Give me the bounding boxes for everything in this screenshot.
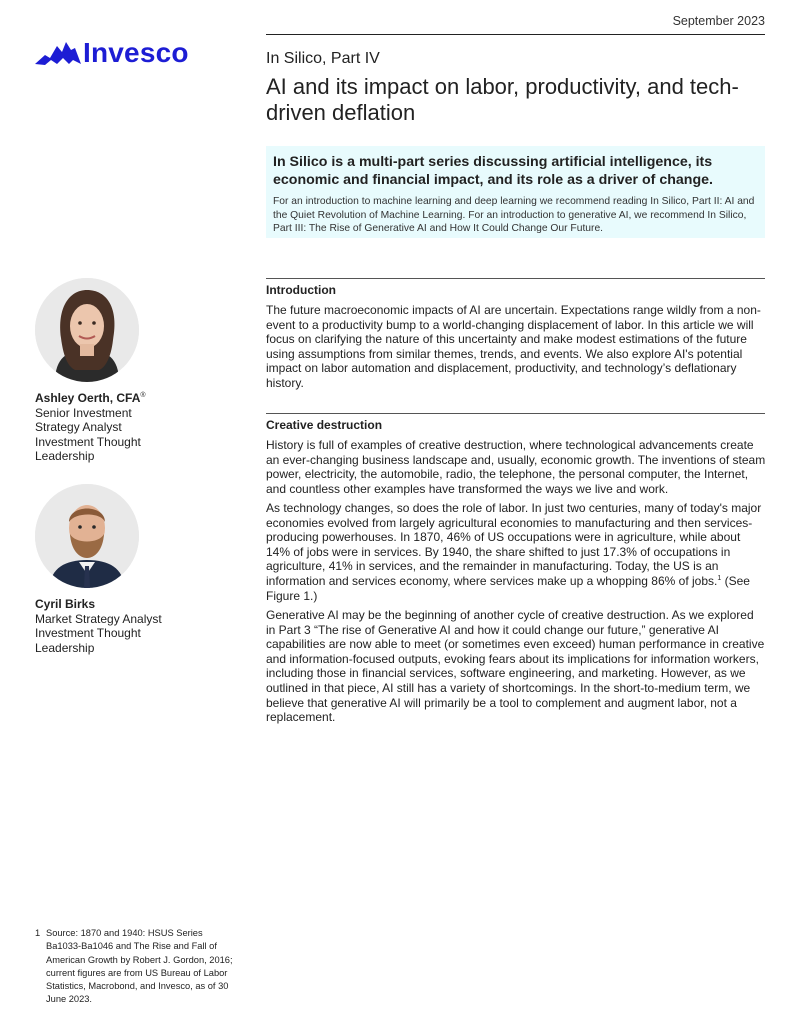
author-name bbox=[35, 391, 205, 406]
author-title-line: Investment Thought bbox=[35, 626, 141, 640]
author-info-cyril-birks bbox=[35, 597, 205, 655]
footnote-number: 1 bbox=[35, 928, 41, 938]
body-paragraph-text: As technology changes, so does the role of labor. In just two centuries, many of today's major economies evolved from largely agricultural economies to manufacturing and then services-producing powerhouses. In 1870, 46% of US occupations were in agriculture, while about 14% of jobs were in services. By 1940, the share shifted to just 17.3% of occupations in agriculture, 41% in services, and the remainder in manufacturing. Today, the US is an information and services economy, where services make up a whopping 86% of jobs. bbox=[266, 501, 762, 588]
portrait-image bbox=[35, 278, 139, 382]
author-title-line: Market Strategy Analyst bbox=[35, 611, 162, 626]
author-name: Cyril Birks bbox=[35, 597, 96, 611]
callout-heading: In Silico is a multi-part series discussing artificial intelligence, its economic and financial impact, and its role as a driver of change. bbox=[273, 154, 713, 188]
body-paragraph: Generative AI may be the beginning of another cycle of creative destruction. As we explored in Part 3 “The rise of Generative AI and how it could change our future,” generative AI capabilities are now able to meet (or sometimes even exceed) human performance in creative and information-focused outputs, evoking fears about its implications for information workers, including those in financial services, software engineering, and marketing. However, as we outlined in that piece, AI still has a variety of shortcomings. In the short-to-medium term, we believe that generative AI will primarily be a tool to complement and augment labor, not a replacement. bbox=[266, 608, 765, 725]
publication-date: September 2023 bbox=[672, 14, 765, 28]
author-photo-ashley-oerth bbox=[35, 278, 139, 382]
section-rule bbox=[266, 413, 765, 414]
mountain-logo-icon bbox=[35, 38, 81, 68]
footnote-text: Source: 1870 and 1940: HSUS Series Ba1033-Ba1046 and The Rise and Fall of American Growth by Robert J. Gordon, 2016; current figures are from US Bureau of Labor Statistics, Macrobond, and Invesco, as of 30 June 2023. bbox=[46, 928, 233, 1005]
registered-mark: ® bbox=[140, 392, 146, 399]
callout-body: For an introduction to machine learning and deep learning we recommend reading In Silico, Part II: AI and the Quiet Revolution of Machine Learning. For an introduction to generative AI, we recommend In Silico, Part III: The Rise of Generative AI and How It Could Change Our Future. bbox=[273, 196, 755, 234]
author-name-text: Ashley Oerth, CFA bbox=[35, 391, 141, 405]
section-heading-creative-destruction: Creative destruction bbox=[266, 418, 383, 432]
page-title: AI and its impact on labor, productivity, and tech-driven deflation bbox=[266, 74, 739, 125]
author-title-line: Leadership bbox=[35, 640, 95, 655]
intro-paragraph: The future macroeconomic impacts of AI are uncertain. Expectations range wildly from a non-event to a productivity bump to a world-changing displacement of labor. In this article we will focus on clarifying the nature of this uncertainty and make modest estimations of the future using assumptions from similar themes, trends, and events. We also explore AI's potential impact on labor automation and displacement, productivity, and technology’s deflationary history. bbox=[266, 303, 761, 390]
header-rule bbox=[266, 34, 765, 35]
author-title-line: Leadership bbox=[35, 449, 95, 463]
author-title-line: Strategy Analyst bbox=[35, 420, 122, 434]
author-title-line: Senior Investment bbox=[35, 405, 132, 420]
body-paragraph: History is full of examples of creative destruction, where technological advancements create an ever-changing business landscape and, usually, economic growth. The inventions of steam power, electricity, the automobile, radio, the telephone, the personal computer, the Internet, and countless other examples have transformed the ways we live and work. bbox=[266, 438, 766, 496]
figure-reference: (See Figure 1.) bbox=[266, 573, 750, 603]
footnote-marker: 1 bbox=[717, 574, 722, 582]
author-photo-cyril-birks bbox=[35, 484, 139, 588]
series-label: In Silico, Part IV bbox=[266, 50, 380, 67]
logo-wordmark: Invesco bbox=[83, 37, 189, 68]
section-rule bbox=[266, 278, 765, 279]
author-title-line: Investment Thought bbox=[35, 434, 141, 449]
author-info-ashley-oerth bbox=[35, 391, 205, 464]
portrait-image bbox=[35, 484, 139, 588]
section-heading-introduction: Introduction bbox=[266, 283, 336, 297]
body-paragraph bbox=[266, 501, 766, 603]
invesco-logo bbox=[35, 37, 189, 69]
